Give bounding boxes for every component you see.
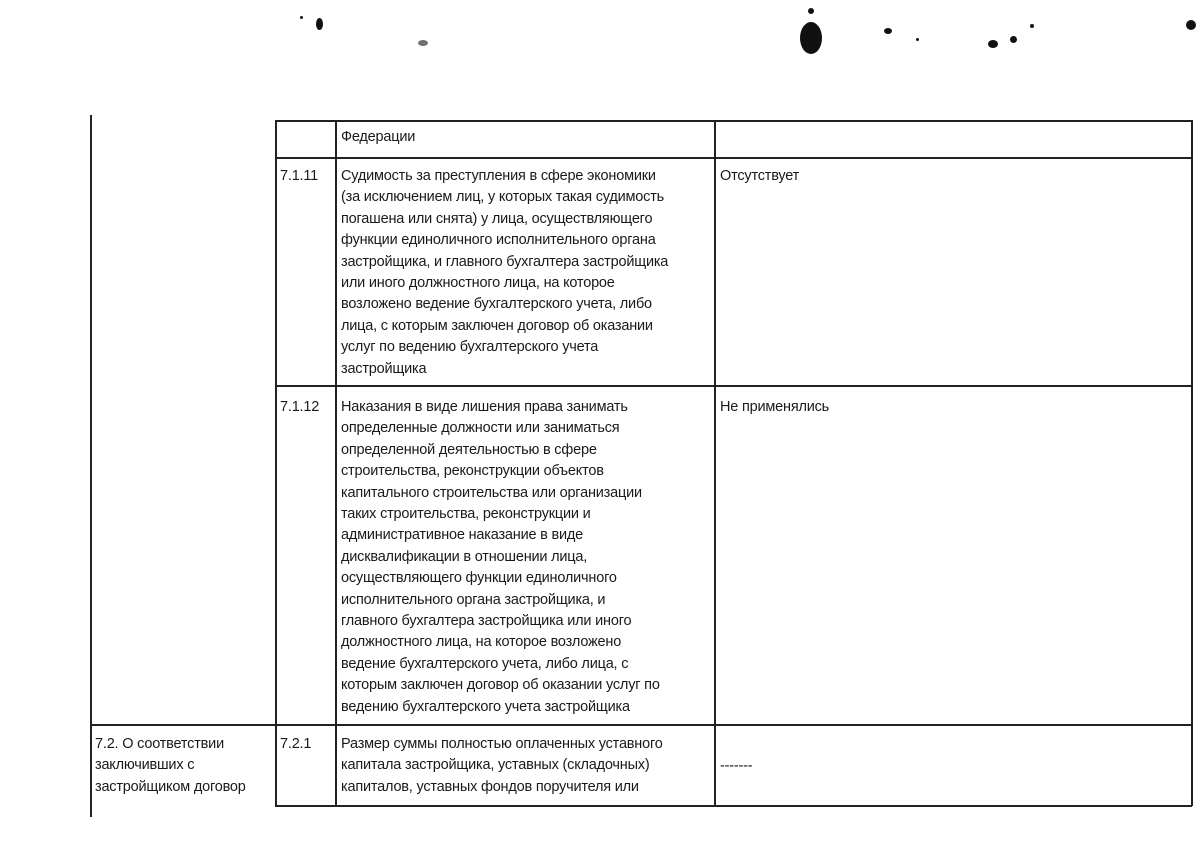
row-number: 7.1.11 xyxy=(280,168,319,184)
text-line: определенные должности или заниматься xyxy=(341,420,620,437)
text-line: строительства, реконструкции объектов xyxy=(341,463,604,480)
row-text xyxy=(341,127,415,148)
text-line: застройщика xyxy=(341,360,427,377)
text-line: ведение бухгалтерского учета, либо лица, с xyxy=(341,655,629,672)
row-text xyxy=(341,734,663,798)
text-line: Судимость за преступления в сфере экономики xyxy=(341,168,656,184)
section-title xyxy=(95,734,246,798)
text-line: Наказания в виде лишения права занимать xyxy=(341,399,628,415)
text-line: должностного лица, на которое возложено xyxy=(341,634,622,651)
text-line: заключивших с xyxy=(95,757,195,774)
text-line: застройщика, и главного бухгалтера застройщика xyxy=(341,253,669,270)
text-line: 7.2. О соответствии xyxy=(95,736,224,752)
text-line: капиталов, уставных фондов поручителя или xyxy=(341,778,639,795)
text-line: осуществляющего функции единоличного xyxy=(341,570,617,587)
row-number: 7.1.12 xyxy=(280,399,320,415)
text-line: дисквалификации в отношении лица, xyxy=(341,548,588,565)
row-value: ------- xyxy=(720,758,753,774)
text-line: лица, с которым заключен договор об оказании xyxy=(341,317,653,334)
text-line: (за исключением лиц, у которых такая судимость xyxy=(341,189,664,206)
text-line: административное наказание в виде xyxy=(341,527,584,544)
text-line: главного бухгалтера застройщика или иного xyxy=(341,613,632,630)
text-line: капитального строительства или организации xyxy=(341,484,642,501)
row-text xyxy=(341,397,660,718)
row-value: Отсутствует xyxy=(720,168,800,184)
text-line: функции единоличного исполнительного органа xyxy=(341,232,656,249)
text-line: определенной деятельностью в сфере xyxy=(341,441,597,458)
text-line: которым заключен договор об оказании услуг по xyxy=(341,677,660,694)
text-line: застройщиком договор xyxy=(95,778,246,795)
text-line: таких строительства, реконструкции и xyxy=(341,506,591,523)
text-line: или иного должностного лица, на которое xyxy=(341,275,615,292)
row-value: Не применялись xyxy=(720,399,830,415)
text-line: возложено ведение бухгалтерского учета, либо xyxy=(341,296,652,313)
text-line: Размер суммы полностью оплаченных уставного xyxy=(341,736,663,752)
text-line: ведению бухгалтерского учета застройщика xyxy=(341,698,630,715)
text-line: Федерации xyxy=(341,129,416,145)
text-line: исполнительного органа застройщика, и xyxy=(341,591,606,608)
text-line: капитала застройщика, уставных (складочных) xyxy=(341,757,650,774)
text-line: услуг по ведению бухгалтерского учета xyxy=(341,339,599,356)
text-line: погашена или снята) у лица, осуществляющего xyxy=(341,210,653,227)
row-number: 7.2.1 xyxy=(280,736,312,752)
row-text xyxy=(341,166,668,380)
